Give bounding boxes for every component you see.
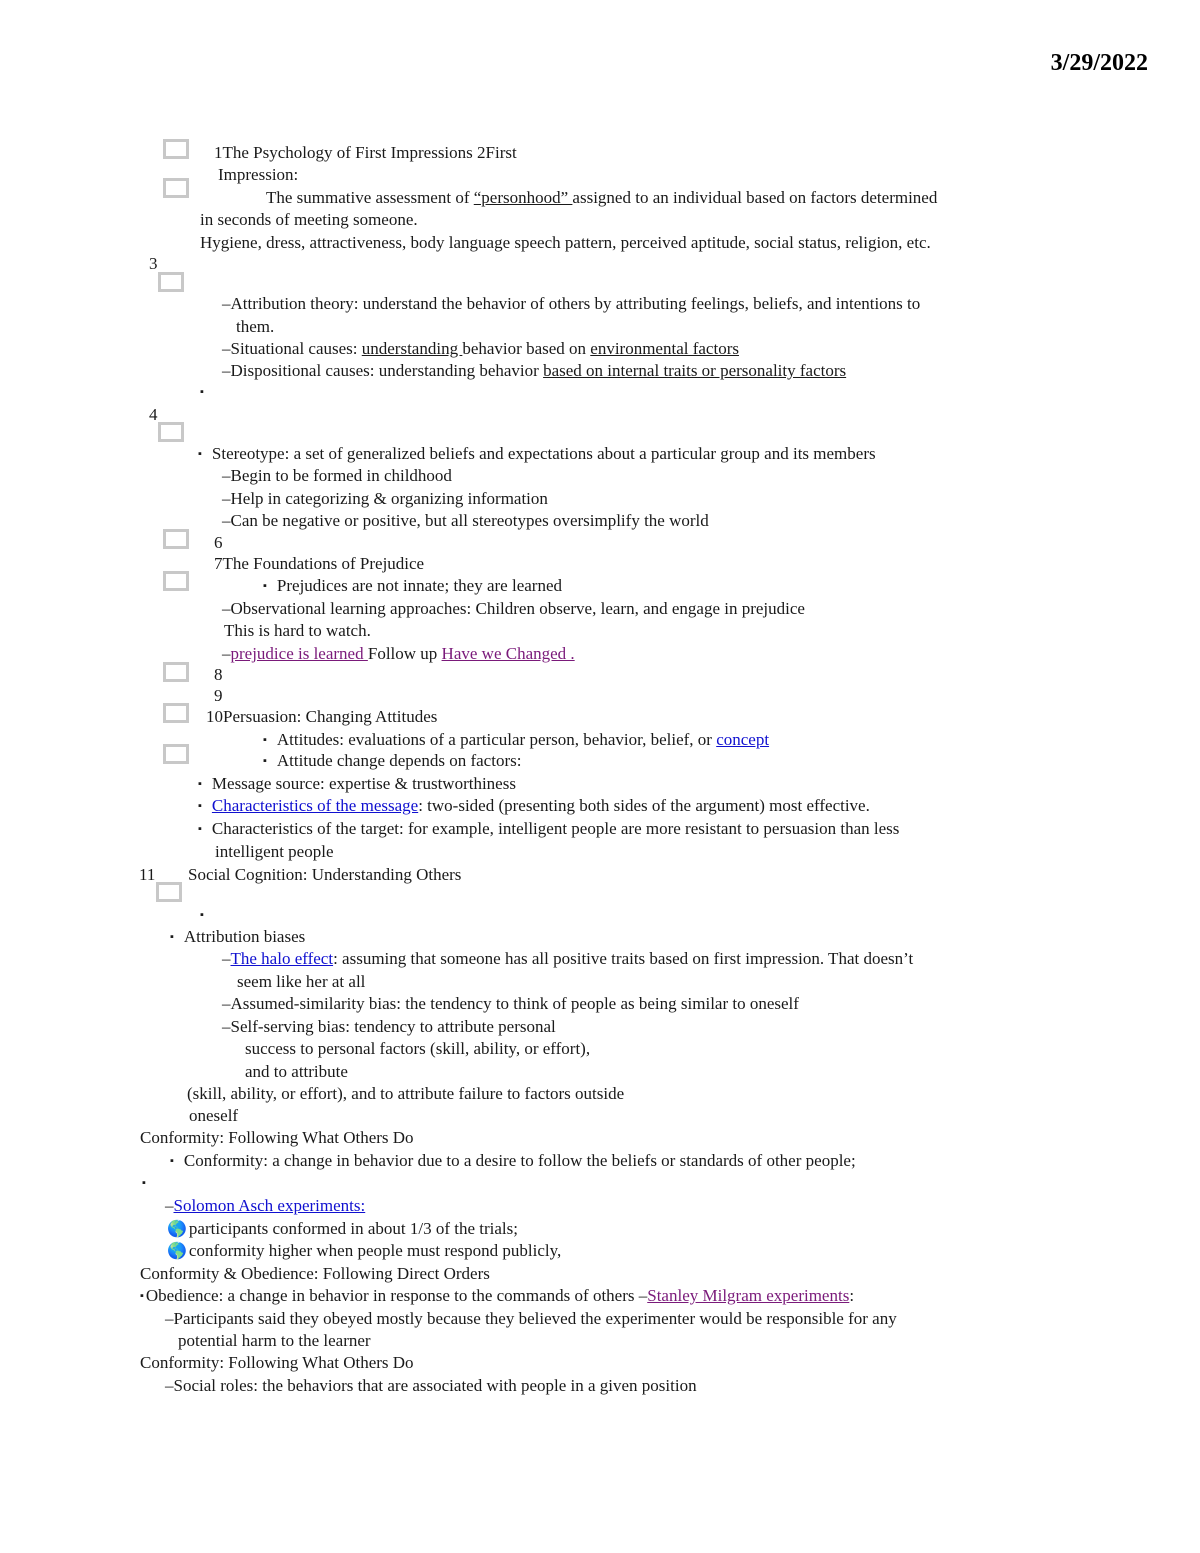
globe-icon: 🌎 [167, 1219, 187, 1238]
text: – [222, 949, 231, 968]
concept-link[interactable]: concept [716, 730, 770, 749]
have-we-changed-link[interactable]: Have we Changed . [441, 644, 575, 663]
text-line: This is hard to watch. [224, 621, 371, 640]
slide-thumbnail-icon [163, 744, 189, 764]
text-line: Impression: [218, 165, 299, 184]
text: Characteristics of the target: for example, intelligent people are more resistant to persuasion than less [211, 819, 900, 838]
slide-title: Social Cognition: Understanding Others [188, 865, 462, 884]
text: assigned to an individual based on factors determined [572, 188, 938, 207]
section-title: Conformity & Obedience: Following Direct Orders [140, 1264, 490, 1283]
text: : assuming that someone has all positive traits based on first impression. That doesn’t [333, 949, 914, 968]
text: Stereotype: a set of generalized beliefs and expectations about a particular group and its members [211, 444, 876, 463]
text: Message source: expertise & trustworthiness [211, 774, 516, 793]
text: behavior based on [462, 339, 591, 358]
list-item [198, 795, 870, 817]
section-title: Conformity: Following What Others Do [140, 1353, 414, 1372]
slide-thumbnail-icon [158, 422, 184, 442]
text-line [222, 643, 575, 665]
text: Attitude change depends on factors: [276, 751, 522, 770]
text: Follow up [367, 644, 442, 663]
text-line: oneself [189, 1106, 239, 1125]
text: – [165, 1196, 174, 1215]
stanley-milgram-link[interactable]: Stanley Milgram experiments [647, 1286, 850, 1305]
bullet-icon: ▪ [200, 909, 204, 921]
slide-title: 1The Psychology of First Impressions 2First [214, 143, 517, 162]
text: : [849, 1286, 855, 1305]
text-underlined: based on internal traits or personality factors [543, 361, 847, 380]
text: Obedience: a change in behavior in response to the commands of others – [145, 1286, 648, 1305]
text-line: –Can be negative or positive, but all stereotypes oversimplify the world [222, 511, 709, 530]
slide-thumbnail-icon [163, 571, 189, 591]
bullet-icon: ▪ [263, 734, 267, 746]
text: participants conformed in about 1/3 of the trials; [188, 1219, 518, 1238]
slide-thumbnail-icon [163, 178, 189, 198]
list-item [198, 773, 516, 795]
text: Prejudices are not innate; they are learned [276, 576, 562, 595]
list-item [263, 729, 769, 751]
text-line: success to personal factors (skill, ability, or effort), [245, 1039, 591, 1058]
list-item [198, 443, 876, 465]
bullet-icon: ▪ [263, 755, 267, 767]
text-line: intelligent people [215, 842, 334, 861]
text: Conformity: a change in behavior due to a desire to follow the beliefs or standards of other people; [183, 1151, 856, 1170]
list-item [263, 750, 521, 772]
list-item [198, 818, 899, 840]
text-line [222, 360, 846, 382]
bullet-icon: ▪ [198, 823, 202, 835]
text: –Dispositional causes: understanding behavior [222, 361, 544, 380]
text: Attitudes: evaluations of a particular person, behavior, belief, or [276, 730, 717, 749]
text-line: in seconds of meeting someone. [200, 210, 418, 229]
slide-thumbnail-icon [163, 139, 189, 159]
slide-title: 10Persuasion: Changing Attitudes [206, 707, 438, 726]
characteristics-message-link[interactable]: Characteristics of the message [211, 796, 419, 815]
text-line: and to attribute [245, 1062, 348, 1081]
slide-number: 4 [149, 405, 158, 424]
text: –Situational causes: [222, 339, 362, 358]
slide-number: 9 [214, 686, 223, 705]
text: : two-sided (presenting both sides of the argument) most effective. [418, 796, 870, 815]
text-line: seem like her at all [237, 972, 366, 991]
text-underlined: environmental factors [590, 339, 739, 358]
bullet-icon: ▪ [198, 448, 202, 460]
text-line: –Observational learning approaches: Children observe, learn, and engage in prejudice [222, 599, 805, 618]
bullet-icon: ▪ [198, 800, 202, 812]
bullet-icon: ▪ [170, 1155, 174, 1167]
text-line: –Help in categorizing & organizing information [222, 489, 548, 508]
list-item [170, 1150, 856, 1172]
text-line [165, 1195, 365, 1217]
slide-number: 6 [214, 533, 223, 552]
slide-thumbnail-icon [163, 662, 189, 682]
text-underlined: “personhood” [473, 188, 573, 207]
text-line: potential harm to the learner [178, 1331, 371, 1350]
text: – [222, 644, 231, 663]
text-line [266, 187, 937, 209]
slide-thumbnail-icon [158, 272, 184, 292]
list-item [170, 926, 305, 948]
date-header: 3/29/2022 [1050, 50, 1148, 76]
text: The summative assessment of [266, 188, 474, 207]
list-item [167, 1218, 518, 1240]
text-line: them. [236, 317, 275, 336]
text-line: –Self-serving bias: tendency to attribute personal [222, 1017, 556, 1036]
text-line [222, 948, 913, 970]
slide-number: 3 [149, 254, 158, 273]
bullet-icon: ▪ [263, 580, 267, 592]
bullet-icon: ▪ [198, 778, 202, 790]
prejudice-learned-link[interactable]: prejudice is learned [230, 644, 368, 663]
text: Attribution biases [183, 927, 306, 946]
text-line: –Attribution theory: understand the behavior of others by attributing feelings, beliefs, and intentions to [222, 294, 921, 313]
slide-number: 11 [139, 865, 156, 884]
text-underlined: understanding [361, 339, 463, 358]
slide-thumbnail-icon [163, 529, 189, 549]
text-line [222, 338, 739, 360]
text-line: (skill, ability, or effort), and to attribute failure to factors outside [187, 1084, 625, 1103]
text: conformity higher when people must respond publicly, [188, 1241, 562, 1260]
bullet-icon: ▪ [142, 1177, 146, 1189]
text-line: Hygiene, dress, attractiveness, body language speech pattern, perceived aptitude, social status, religion, etc. [200, 233, 931, 252]
bullet-icon: ▪ [170, 931, 174, 943]
text-line: –Begin to be formed in childhood [222, 466, 452, 485]
bullet-icon: ▪ [140, 1290, 144, 1302]
section-title: Conformity: Following What Others Do [140, 1128, 414, 1147]
slide-title: 7The Foundations of Prejudice [214, 554, 425, 573]
text-line: –Assumed-similarity bias: the tendency to think of people as being similar to oneself [222, 994, 799, 1013]
list-item [167, 1240, 561, 1262]
bullet-icon: ▪ [200, 386, 204, 398]
slide-thumbnail-icon [156, 882, 182, 902]
globe-icon: 🌎 [167, 1241, 187, 1260]
slide-thumbnail-icon [163, 703, 189, 723]
text-line: –Participants said they obeyed mostly because they believed the experimenter would be responsible for any [165, 1309, 897, 1328]
halo-effect-link[interactable]: The halo effect [230, 949, 334, 968]
slide-number: 8 [214, 665, 223, 684]
list-item [263, 575, 562, 597]
solomon-asch-link[interactable]: Solomon Asch experiments: [173, 1196, 366, 1215]
text-line: –Social roles: the behaviors that are associated with people in a given position [165, 1376, 697, 1395]
list-item [140, 1285, 854, 1307]
